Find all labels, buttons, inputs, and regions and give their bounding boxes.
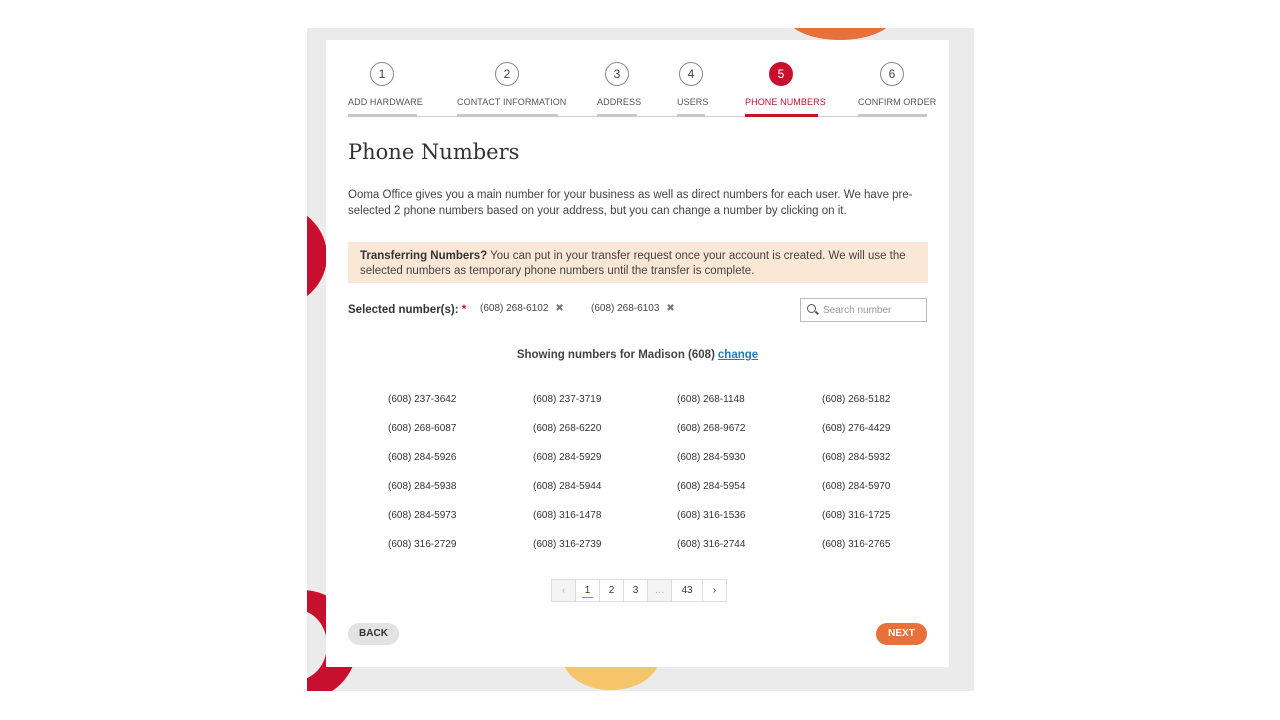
- phone-number-option[interactable]: (608) 276-4429: [822, 423, 891, 434]
- change-area-link[interactable]: change: [717, 349, 759, 361]
- remove-chip-icon[interactable]: ✖: [666, 303, 675, 314]
- deco-orange-circle-top: [785, 28, 895, 40]
- step-1-progress-bar: [348, 114, 417, 117]
- step-4-progress-bar: [677, 114, 705, 117]
- step-1-label[interactable]: ADD HARDWARE: [348, 97, 423, 107]
- step-5-circle[interactable]: 5: [769, 62, 793, 86]
- step-4-label[interactable]: USERS: [677, 97, 709, 107]
- phone-number-option[interactable]: (608) 237-3719: [533, 394, 602, 405]
- pagination-page-last[interactable]: 43: [671, 579, 703, 602]
- step-5-progress-bar: [745, 114, 818, 117]
- phone-number-option[interactable]: (608) 284-5932: [822, 452, 891, 463]
- phone-number-option[interactable]: (608) 316-2744: [677, 539, 746, 550]
- signup-card: [326, 40, 949, 667]
- pagination: [552, 579, 727, 601]
- phone-number-option[interactable]: (608) 316-1536: [677, 510, 746, 521]
- phone-number-option[interactable]: (608) 268-1148: [677, 394, 745, 405]
- step-5-label[interactable]: PHONE NUMBERS: [745, 97, 826, 107]
- selected-number-chip: [591, 303, 675, 314]
- phone-number-option[interactable]: (608) 284-5930: [677, 452, 746, 463]
- search-input[interactable]: [821, 301, 923, 319]
- transfer-notice: [348, 242, 928, 283]
- phone-number-option[interactable]: (608) 316-1478: [533, 510, 602, 521]
- search-box: [800, 298, 927, 322]
- phone-number-option[interactable]: (608) 316-2739: [533, 539, 602, 550]
- selected-label-text: Selected number(s):: [348, 304, 459, 316]
- step-6-label[interactable]: CONFIRM ORDER: [858, 97, 937, 107]
- step-2-circle[interactable]: 2: [495, 62, 519, 86]
- step-2-label[interactable]: CONTACT INFORMATION: [457, 97, 567, 107]
- showing-numbers-text: [326, 349, 949, 361]
- step-3-label[interactable]: ADDRESS: [597, 97, 642, 107]
- page-title: Phone Numbers: [348, 140, 520, 164]
- selected-numbers-label: [348, 304, 466, 316]
- step-2-progress-bar: [457, 114, 558, 117]
- pagination-page-2[interactable]: 2: [599, 579, 624, 602]
- phone-number-option[interactable]: (608) 284-5970: [822, 481, 891, 492]
- phone-number-option[interactable]: (608) 284-5929: [533, 452, 602, 463]
- phone-number-option[interactable]: (608) 268-6087: [388, 423, 457, 434]
- pagination-next-button[interactable]: ›: [702, 579, 727, 602]
- stepper-baseline: [348, 116, 927, 117]
- step-3-circle[interactable]: 3: [605, 62, 629, 86]
- phone-number-option[interactable]: (608) 268-6220: [533, 423, 602, 434]
- phone-number-option[interactable]: (608) 284-5938: [388, 481, 457, 492]
- chip-number: (608) 268-6102: [480, 303, 549, 314]
- intro-text: Ooma Office gives you a main number for your business as well as direct numbers for each user. We have pre-selected 2 phone numbers based on your address, but you can change a number by clicking on it.: [348, 189, 913, 217]
- step-6-progress-bar: [858, 114, 927, 117]
- phone-number-option[interactable]: (608) 284-5944: [533, 481, 602, 492]
- pagination-page-1[interactable]: 1: [575, 579, 600, 602]
- pagination-page-3[interactable]: 3: [623, 579, 648, 602]
- phone-number-option[interactable]: (608) 316-1725: [822, 510, 891, 521]
- phone-number-option[interactable]: (608) 284-5954: [677, 481, 746, 492]
- selected-number-chip: [480, 303, 564, 314]
- phone-number-option[interactable]: (608) 316-2765: [822, 539, 891, 550]
- step-3-progress-bar: [597, 114, 637, 117]
- notice-heading: Transferring Numbers?: [360, 250, 488, 262]
- pagination-prev-button[interactable]: ‹: [551, 579, 576, 602]
- step-6-circle[interactable]: 6: [880, 62, 904, 86]
- next-button[interactable]: NEXT: [876, 623, 927, 645]
- showing-label: Showing numbers for Madison (608): [516, 349, 715, 361]
- notice-body: You can put in your transfer request once your account is created. We will use the selected numbers as temporary phone numbers until the transfer is complete.: [360, 250, 906, 277]
- phone-number-option[interactable]: (608) 284-5926: [388, 452, 457, 463]
- step-4-circle[interactable]: 4: [679, 62, 703, 86]
- phone-number-option[interactable]: (608) 316-2729: [388, 539, 457, 550]
- required-mark: *: [461, 304, 467, 316]
- back-button[interactable]: BACK: [348, 623, 399, 645]
- remove-chip-icon[interactable]: ✖: [555, 303, 564, 314]
- phone-number-option[interactable]: (608) 268-5182: [822, 394, 891, 405]
- phone-number-option[interactable]: (608) 268-9672: [677, 423, 746, 434]
- phone-number-option[interactable]: (608) 284-5973: [388, 510, 457, 521]
- chip-number: (608) 268-6103: [591, 303, 660, 314]
- pagination-ellipsis: …: [647, 579, 672, 602]
- search-icon: [807, 304, 816, 313]
- deco-red-circle-left: [307, 204, 327, 308]
- phone-number-option[interactable]: (608) 237-3642: [388, 394, 457, 405]
- step-1-circle[interactable]: 1: [370, 62, 394, 86]
